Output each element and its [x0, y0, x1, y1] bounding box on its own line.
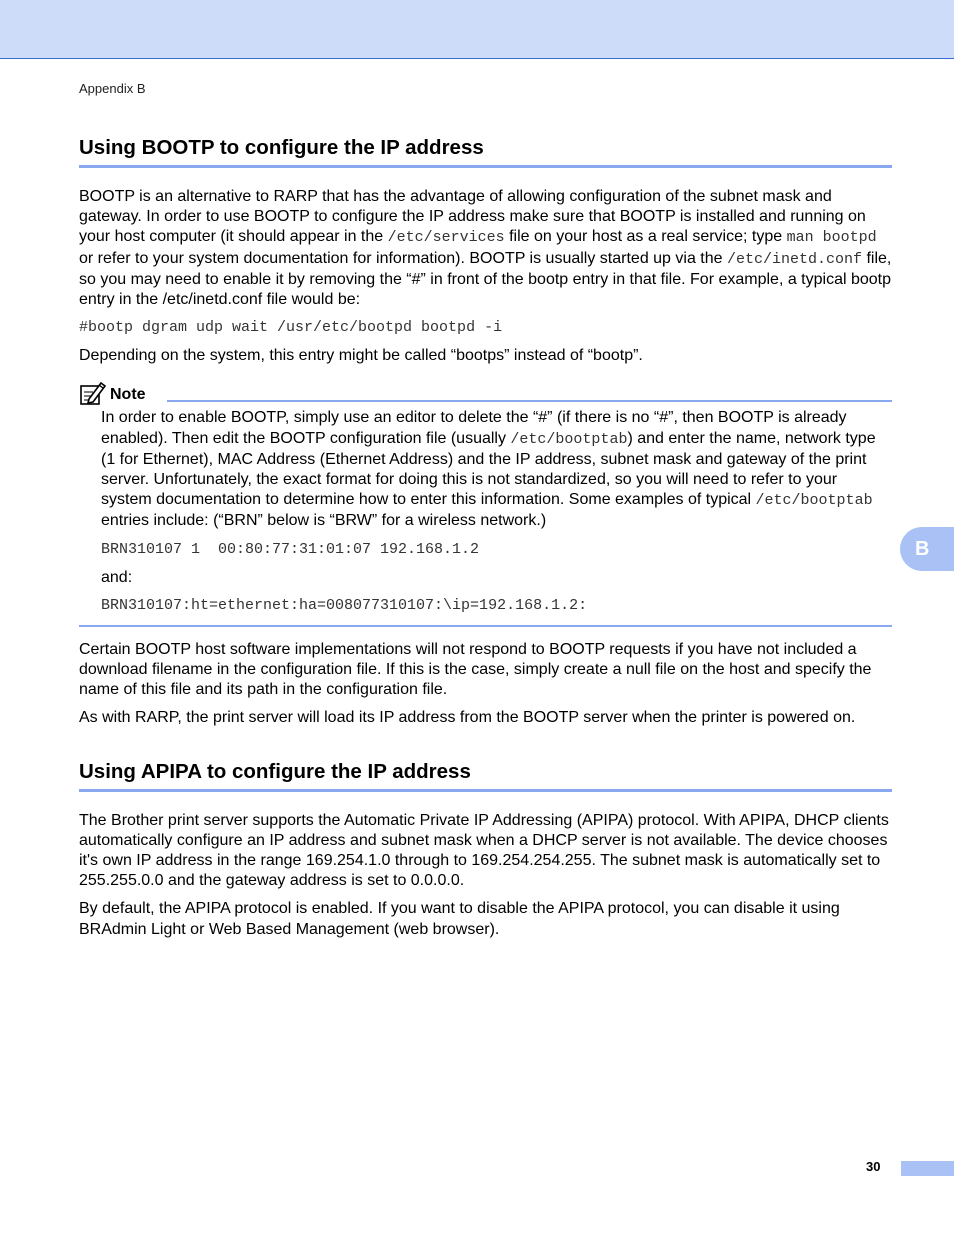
page-number-bar	[901, 1161, 954, 1176]
inline-code: /etc/bootptab	[510, 430, 628, 448]
page-content	[79, 134, 892, 940]
note-paragraph: In order to enable BOOTP, simply use an editor to delete the “#” (if there is no “#”, then BOOTP is already enabled). Then edit the BOOTP configuration file (usually /etc/bootptab) and enter the name, network type (1 for Ethernet), MAC Address (Ethernet Address) and the IP address, subnet mask and gateway of the print server. Unfortunately, the exact format for doing this is not standardized, so you will need to refer to your system documentation to determine how to enter this information. Some examples of typical /etc/bootptab entries include: (“BRN” below is “BRW” for a wireless network.)	[101, 409, 876, 530]
code-example-inetd: #bootp dgram udp wait /usr/etc/bootpd bootpd -i	[79, 319, 503, 337]
note-body	[101, 408, 892, 615]
note-end-rule	[79, 625, 892, 627]
note-pencil-icon	[79, 380, 107, 406]
section-title-apipa: Using APIPA to configure the IP address	[79, 758, 892, 792]
page-number: 30	[866, 1159, 881, 1174]
bootp-rarp-paragraph: As with RARP, the print server will load its IP address from the BOOTP server when the printer is powered on.	[79, 709, 856, 727]
note-header	[79, 382, 892, 408]
bootp-intro-paragraph: BOOTP is an alternative to RARP that has the advantage of allowing configuration of the subnet mask and gateway. In order to use BOOTP to configure the IP address make sure that BOOTP is installed and running on your host computer (it should appear in the /etc/services file on your host as a real service; type man bootpd or refer to your system documentation for information). BOOTP is usually started up via the /etc/inetd.conf file, so you may need to enable it by removing the “#” in front of the bootp entry in that file. For example, a typical bootp entry in the /etc/inetd.conf file would be:	[79, 188, 892, 309]
section-title-bootp: Using BOOTP to configure the IP address	[79, 134, 892, 168]
note-rule	[167, 400, 892, 402]
inline-code: man bootpd	[786, 229, 877, 247]
bootps-paragraph: Depending on the system, this entry might be called “bootps” instead of “bootp”.	[79, 347, 643, 365]
apipa-intro-paragraph: The Brother print server supports the Automatic Private IP Addressing (APIPA) protocol. With APIPA, DHCP clients automatically configure an IP address and subnet mask when a DHCP server is not available. The device chooses it's own IP address in the range 169.254.1.0 through to 169.254.254.255. The subnet mask is automatically set to 255.255.0.0 and the gateway address is set to 0.0.0.0.	[79, 811, 889, 890]
inline-code: /etc/bootptab	[755, 492, 873, 510]
code-example-bootptab-2: BRN310107:ht=ethernet:ha=008077310107:\ip=192.168.1.2:	[101, 596, 588, 614]
apipa-disable-paragraph: By default, the APIPA protocol is enabled. If you want to disable the APIPA protocol, you can disable it using BRAdmin Light or Web Based Management (web browser).	[79, 900, 840, 938]
code-example-bootptab-1: BRN310107 1 00:80:77:31:01:07 192.168.1.2	[101, 540, 480, 558]
section-breadcrumb: Appendix B	[79, 81, 146, 96]
appendix-side-tab: B	[900, 527, 954, 571]
bootp-implementations-paragraph: Certain BOOTP host software implementations will not respond to BOOTP requests if you have not included a download filename in the configuration file. If this is the case, simply create a null file on the host and specify the name of this file and its path in the configuration file.	[79, 640, 872, 699]
note-label: Note	[110, 386, 146, 404]
inline-code: /etc/services	[387, 229, 505, 247]
note-and-text: and:	[101, 568, 133, 586]
inline-code: /etc/inetd.conf	[726, 250, 863, 268]
header-band	[0, 0, 954, 59]
